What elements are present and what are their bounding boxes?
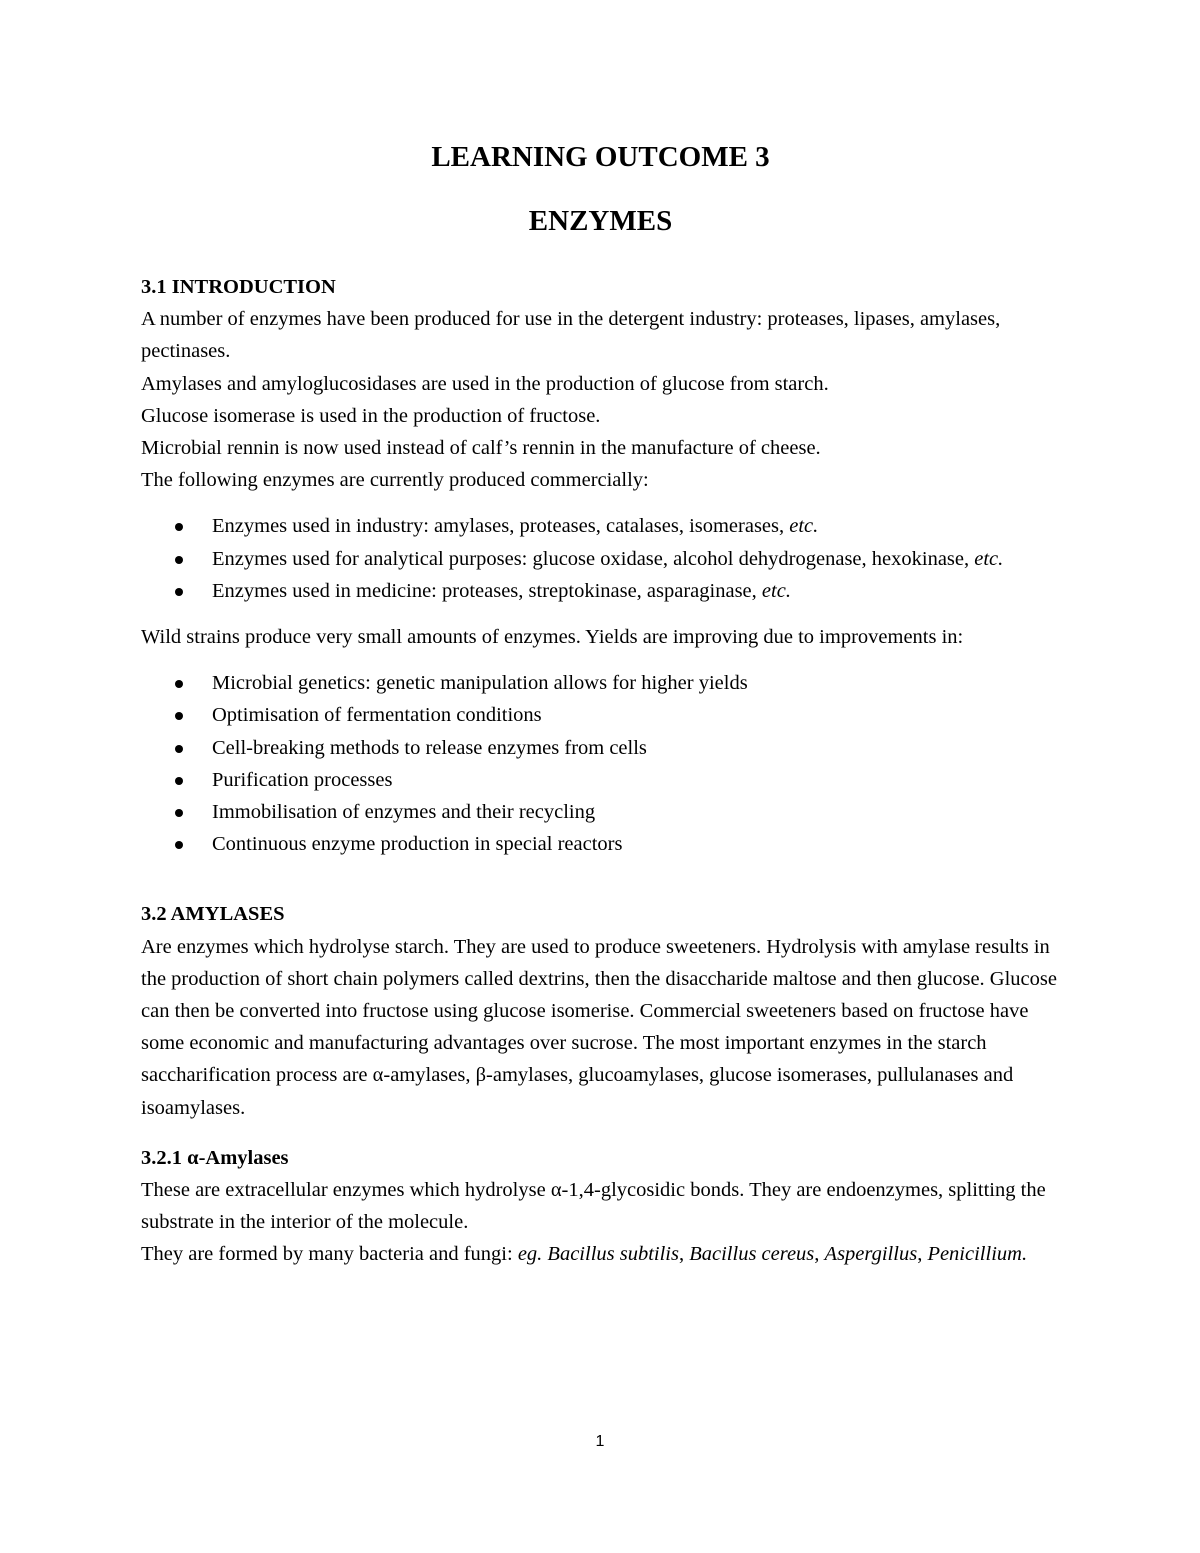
page-number: 1 [595, 1433, 605, 1450]
commercial-enzymes-list [141, 510, 1060, 607]
intro-paragraph-6: Wild strains produce very small amounts of enzymes. Yields are improving due to improvements in: [141, 626, 964, 649]
page-subtitle: ENZYMES [528, 205, 673, 237]
bullet-icon [175, 680, 183, 688]
intro-paragraph-1: A number of enzymes have been produced for use in the detergent industry: proteases, lipases, amylases, pectinases. [141, 308, 1001, 363]
yield-improvements-list [141, 667, 1060, 860]
list-item: Purification processes [141, 764, 1060, 796]
bullet-icon [175, 841, 183, 849]
document-body [141, 271, 1060, 1271]
section-heading-alpha-amylases: 3.2.1 α-Amylases [141, 1146, 289, 1169]
list-item: Microbial genetics: genetic manipulation allows for higher yields [141, 667, 1060, 699]
intro-paragraph-2: Amylases and amyloglucosidases are used in the production of glucose from starch. [141, 372, 829, 395]
bullet-icon [175, 523, 183, 531]
list-item: Continuous enzyme production in special reactors [141, 828, 1060, 860]
intro-paragraph-4: Microbial rennin is now used instead of calf’s rennin in the manufacture of cheese. [141, 437, 821, 460]
list-item: Cell-breaking methods to release enzymes from cells [141, 732, 1060, 764]
alpha-amylases-paragraph-1: These are extracellular enzymes which hydrolyse α-1,4-glycosidic bonds. They are endoenzymes, splitting the substrate in the interior of the molecule. [141, 1179, 1046, 1234]
intro-paragraph-5: The following enzymes are currently produced commercially: [141, 469, 649, 492]
bullet-icon [175, 712, 183, 720]
amylases-paragraph: Are enzymes which hydrolyse starch. They are used to produce sweeteners. Hydrolysis with amylase results in the production of short chain polymers called dextrins, then the disaccharide maltose and then glucose. Glucose can then be converted into fructose using glucose isomerise. Commercial sweeteners based on fructose have some economic and manufacturing advantages over sucrose. The most important enzymes in the starch saccharification process are α-amylases, β-amylases, glucoamylases, glucose isomerases, pullulanases and isoamylases. [141, 935, 1057, 1119]
intro-paragraph-3: Glucose isomerase is used in the production of fructose. [141, 404, 601, 427]
alpha-amylases-paragraph-2: They are formed by many bacteria and fungi: eg. Bacillus subtilis, Bacillus cereus, Aspergillus, Penicillium. [141, 1243, 1028, 1266]
bullet-icon [175, 777, 183, 785]
list-item: Enzymes used for analytical purposes: glucose oxidase, alcohol dehydrogenase, hexokinase, etc. [141, 543, 1060, 575]
list-item: Enzymes used in medicine: proteases, streptokinase, asparaginase, etc. [141, 575, 1060, 607]
section-heading-introduction: 3.1 INTRODUCTION [141, 276, 336, 298]
bullet-icon [175, 556, 183, 564]
list-item: Enzymes used in industry: amylases, proteases, catalases, isomerases, etc. [141, 510, 1060, 542]
page-title: LEARNING OUTCOME 3 [431, 141, 770, 173]
bullet-icon [175, 588, 183, 596]
bullet-icon [175, 745, 183, 753]
list-item: Immobilisation of enzymes and their recycling [141, 796, 1060, 828]
section-heading-amylases: 3.2 AMYLASES [141, 903, 285, 926]
bullet-icon [175, 809, 183, 817]
list-item: Optimisation of fermentation conditions [141, 699, 1060, 731]
